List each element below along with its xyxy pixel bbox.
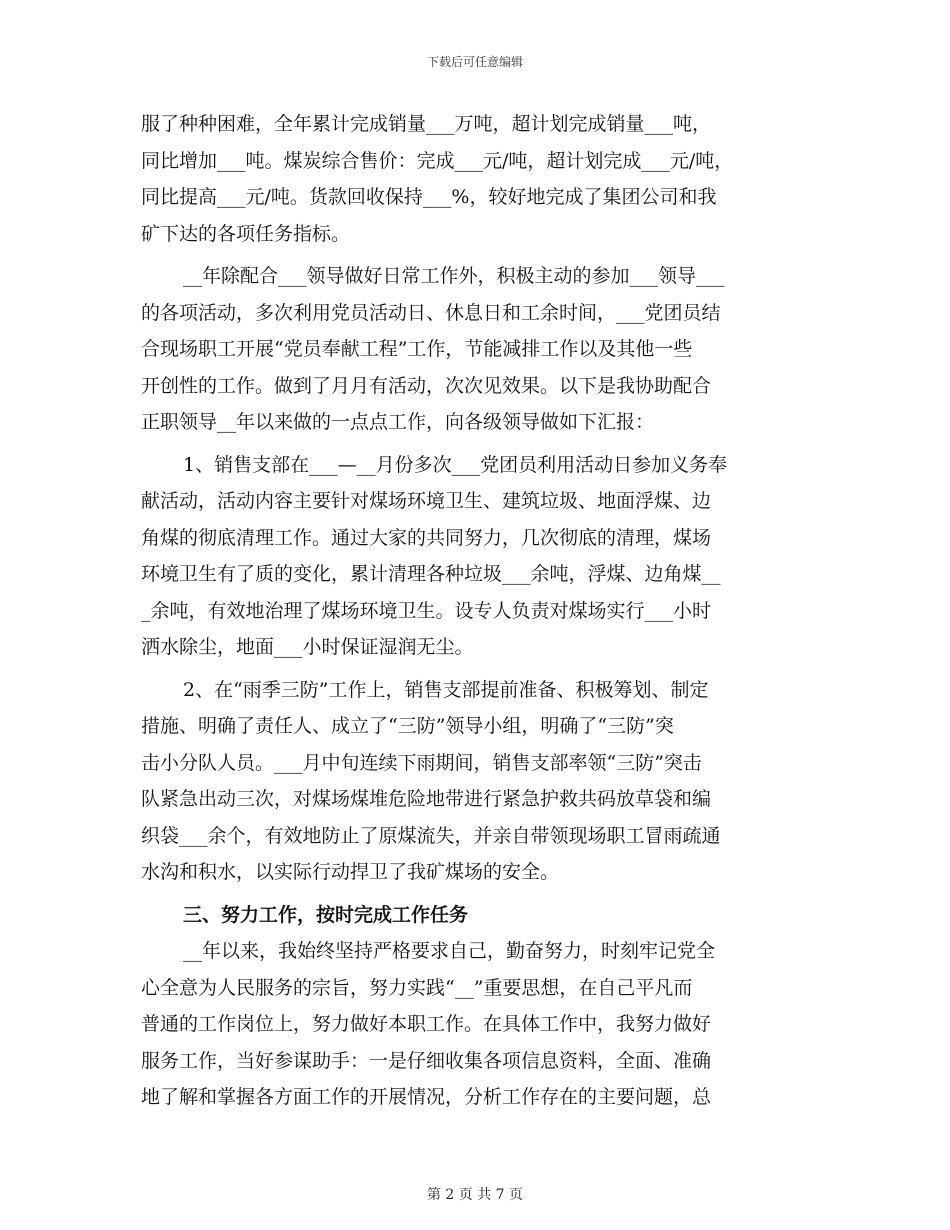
paragraph-first-line: __年以来，我始终坚持严格要求自己，勤奋努力，时刻牢记党全 (183, 940, 716, 962)
text-line: 环境卫生有了质的变化，累计清理各种垃圾___余吨，浮煤、边角煤__ (141, 563, 721, 585)
text-line: 同比增加___吨。煤炭综合售价：完成___元/吨，超计划完成___元/吨， (141, 149, 734, 172)
text-line: 普通的工作岗位上，努力做好本职工作。在具体工作中，我努力做好 (141, 1013, 712, 1035)
text-line: 正职领导__年以来做的一点点工作，向各级领导做如下汇报： (141, 411, 655, 433)
page-number-footer: 第 2 页 共 7 页 (426, 1187, 524, 1203)
text-line: 献活动，活动内容主要针对煤场环境卫生、建筑垃圾、地面浮煤、边 (141, 490, 712, 512)
document-body (141, 106, 817, 1116)
text-line: _余吨，有效地治理了煤场环境卫生。设专人负责对煤场实行___小时 (141, 599, 712, 622)
text-line: 服了种种困难，全年累计完成销量___万吨，超计划完成销量___吨， (141, 113, 712, 135)
text-line: 队紧急出动三次，对煤场煤堆危险地带进行紧急护救共码放草袋和编 (141, 788, 712, 810)
paragraph-first-line: 1、销售支部在___—__月份多次___党团员利用活动日参加义务奉 (183, 453, 728, 476)
text-line: 同比提高___元/吨。货款回收保持___%，较好地完成了集团公司和我 (141, 186, 717, 208)
text-line: 击小分队人员。___月中旬连续下雨期间，销售支部率领“三防”突击 (141, 751, 702, 774)
section-heading: 三、努力工作，按时完成工作任务 (183, 903, 469, 926)
text-line: 织袋___余个，有效地防止了原煤流失，并亲自带领现场职工冒雨疏通 (141, 824, 721, 847)
text-line: 心全意为人民服务的宗旨，努力实践“__”重要思想，在自己平凡而 (141, 976, 693, 999)
text-line: 洒水除尘，地面___小时保证湿润无尘。 (141, 636, 474, 658)
text-line: 开创性的工作。做到了月月有活动，次次见效果。以下是我协助配合 (141, 374, 712, 397)
text-line: 合现场职工开展“党员奉献工程”工作，节能减排工作以及其他一些 (141, 338, 693, 360)
text-line: 地了解和掌握各方面工作的开展情况，分析工作存在的主要问题，总 (141, 1086, 712, 1108)
paragraph-first-line: __年除配合___领导做好日常工作外，积极主动的参加___领导___ (183, 265, 725, 287)
page-header: 下载后可任意编辑 (426, 55, 523, 69)
text-line: 矿下达的各项任务指标。 (141, 222, 351, 245)
text-line: 水沟和积水，以实际行动捍卫了我矿煤场的安全。 (141, 861, 560, 883)
text-line: 的各项活动，多次利用党员活动日、休息日和工余时间，___党团员结 (141, 301, 721, 324)
paragraph-first-line: 2、在“雨季三防”工作上，销售支部提前准备、积极筹划、制定 (183, 678, 709, 701)
text-line: 服务工作，当好参谋助手：一是仔细收集各项信息资料，全面、准确 (141, 1049, 712, 1072)
text-line: 角煤的彻底清理工作。通过大家的共同努力，几次彻底的清理，煤场 (141, 526, 712, 549)
text-line: 措施、明确了责任人、成立了“三防”领导小组，明确了“三防”突 (141, 715, 674, 737)
